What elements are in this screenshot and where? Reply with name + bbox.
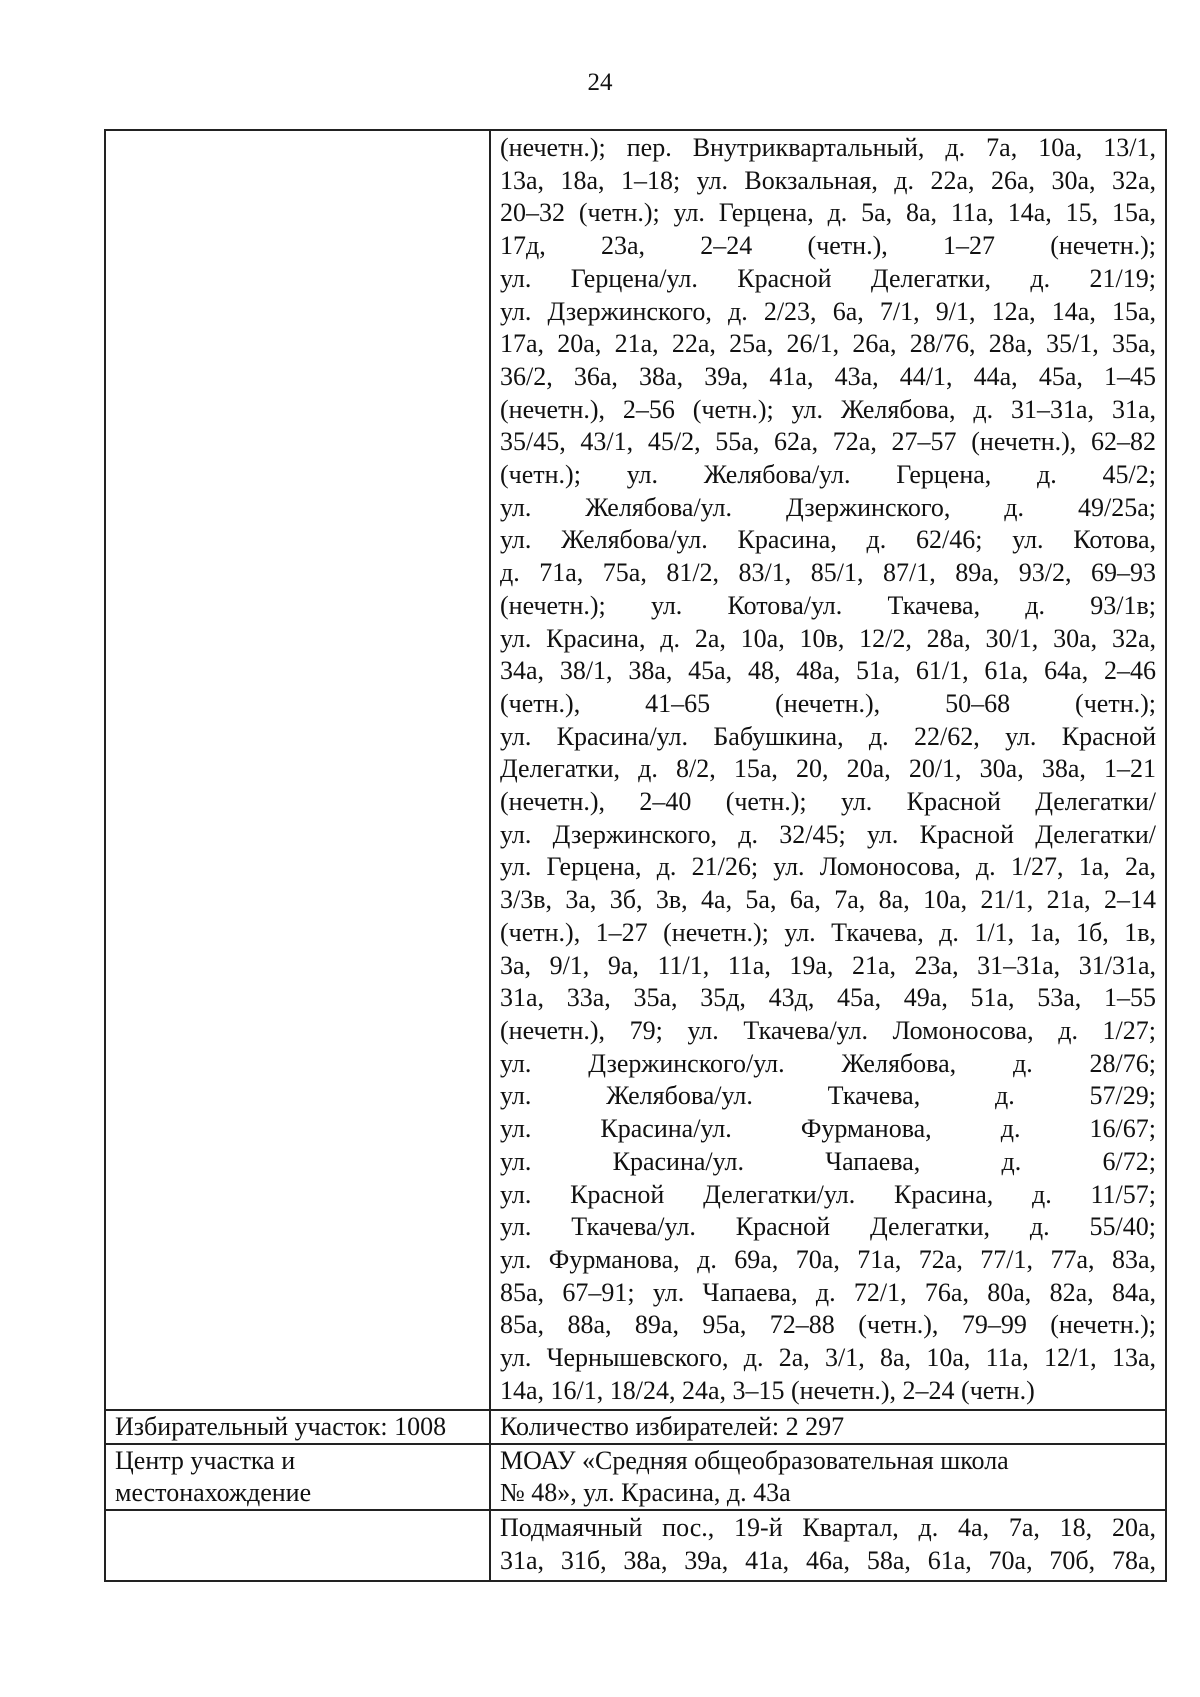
address-line: ул. Дзержинского/ул. Желябова, д. 28/76; xyxy=(500,1048,1156,1078)
address-line: ул. Ткачева/ул. Красной Делегатки, д. 55/40; xyxy=(500,1212,1156,1242)
address-line: 3/3в, 3а, 3б, 3в, 4а, 5а, 6а, 7а, 8а, 10а, 21/1, 21а, 2–14 xyxy=(500,885,1156,915)
address-line: ул. Красина/ул. Чапаева, д. 6/72; xyxy=(500,1146,1156,1176)
address-line: 14а, 16/1, 18/24, 24а, 3–15 (нечетн.), 2–24 (четн.) xyxy=(500,1375,1035,1405)
page-number: 24 xyxy=(587,69,613,96)
address-line: 85а, 88а, 89а, 95а, 72–88 (четн.), 79–99 (нечетн.); xyxy=(500,1310,1156,1340)
address-line: 17а, 20а, 21а, 22а, 25а, 26/1, 26а, 28/76, 28а, 35/1, 35а, xyxy=(500,329,1156,359)
table-row xyxy=(105,1410,1166,1444)
address-line: 13а, 18а, 1–18; ул. Вокзальная, д. 22а, 26а, 30а, 32а, xyxy=(500,165,1156,195)
address-line: (нечетн.); ул. Котова/ул. Ткачева, д. 93/1в; xyxy=(500,590,1156,620)
address-list-cell xyxy=(490,1510,1166,1580)
address-line: 31а, 31б, 38а, 39а, 41а, 46а, 58а, 61а, 70а, 70б, 78а, xyxy=(500,1546,1156,1576)
address-line: (четн.); ул. Желябова/ул. Герцена, д. 45/2; xyxy=(500,460,1156,490)
address-line: ул. Желябова/ул. Ткачева, д. 57/29; xyxy=(500,1081,1156,1111)
value-line: МОАУ «Средняя общеобразовательная школа xyxy=(500,1446,1009,1476)
address-lines xyxy=(500,131,1156,1409)
address-line: ул. Герцена/ул. Красной Делегатки, д. 21/19; xyxy=(500,263,1156,293)
address-line: (нечетн.), 79; ул. Ткачева/ул. Ломоносова, д. 1/27; xyxy=(500,1015,1156,1045)
row-label-empty xyxy=(105,130,490,1410)
address-line: Подмаячный пос., 19-й Квартал, д. 4а, 7а, 18, 20а, xyxy=(500,1513,1156,1543)
address-lines xyxy=(500,1511,1156,1579)
polling-station-label: Избирательный участок: 1008 xyxy=(105,1410,490,1444)
polling-station-table xyxy=(104,129,1167,1582)
row-label-empty xyxy=(105,1510,490,1580)
table-row xyxy=(105,1510,1166,1580)
address-line: 20–32 (четн.); ул. Герцена, д. 5а, 8а, 11а, 14а, 15, 15а, xyxy=(500,198,1156,228)
address-line: Делегатки, д. 8/2, 15а, 20, 20а, 20/1, 30а, 38а, 1–21 xyxy=(500,754,1156,784)
address-line: (нечетн.), 2–40 (четн.); ул. Красной Делегатки/ xyxy=(500,787,1156,817)
address-line: ул. Красина/ул. Фурманова, д. 16/67; xyxy=(500,1114,1156,1144)
address-line: 17д, 23а, 2–24 (четн.), 1–27 (нечетн.); xyxy=(500,231,1156,261)
address-line: 85а, 67–91; ул. Чапаева, д. 72/1, 76а, 80а, 82а, 84а, xyxy=(500,1277,1156,1307)
address-line: д. 71а, 75а, 81/2, 83/1, 85/1, 87/1, 89а, 93/2, 69–93 xyxy=(500,558,1156,588)
voter-count: Количество избирателей: 2 297 xyxy=(490,1410,1166,1444)
address-line: 36/2, 36а, 38а, 39а, 41а, 43а, 44/1, 44а, 45а, 1–45 xyxy=(500,361,1156,391)
center-location-label xyxy=(105,1444,490,1510)
address-line: ул. Красина, д. 2а, 10а, 10в, 12/2, 28а, 30/1, 30а, 32а, xyxy=(500,623,1156,653)
address-line: ул. Фурманова, д. 69а, 70а, 71а, 72а, 77/1, 77а, 83а, xyxy=(500,1244,1156,1274)
address-line: (нечетн.), 2–56 (четн.); ул. Желябова, д. 31–31а, 31а, xyxy=(500,394,1156,424)
address-line: ул. Чернышевского, д. 2а, 3/1, 8а, 10а, 11а, 12/1, 13а, xyxy=(500,1343,1156,1373)
address-line: (четн.), 1–27 (нечетн.); ул. Ткачева, д. 1/1, 1а, 1б, 1в, xyxy=(500,917,1156,947)
table-row xyxy=(105,1444,1166,1510)
label-line: Центр участка и xyxy=(115,1446,296,1476)
center-location-value xyxy=(490,1444,1166,1510)
address-line: 3а, 9/1, 9а, 11/1, 11а, 19а, 21а, 23а, 31–31а, 31/31а, xyxy=(500,950,1156,980)
address-line: ул. Дзержинского, д. 2/23, 6а, 7/1, 9/1, 12а, 14а, 15а, xyxy=(500,296,1156,326)
address-line: (четн.), 41–65 (нечетн.), 50–68 (четн.); xyxy=(500,688,1156,718)
address-line: ул. Желябова/ул. Красина, д. 62/46; ул. Котова, xyxy=(500,525,1156,555)
address-line: 31а, 33а, 35а, 35д, 43д, 45а, 49а, 51а, 53а, 1–55 xyxy=(500,983,1156,1013)
value-line: № 48», ул. Красина, д. 43а xyxy=(500,1478,791,1508)
address-line: ул. Красина/ул. Бабушкина, д. 22/62, ул. Красной xyxy=(500,721,1156,751)
address-line: 35/45, 43/1, 45/2, 55а, 62а, 72а, 27–57 (нечетн.), 62–82 xyxy=(500,427,1156,457)
address-line: ул. Герцена, д. 21/26; ул. Ломоносова, д. 1/27, 1а, 2а, xyxy=(500,852,1156,882)
address-line: ул. Желябова/ул. Дзержинского, д. 49/25а; xyxy=(500,492,1156,522)
address-list-cell xyxy=(490,130,1166,1410)
address-line: ул. Дзержинского, д. 32/45; ул. Красной Делегатки/ xyxy=(500,819,1156,849)
table-row xyxy=(105,130,1166,1410)
address-line: 34а, 38/1, 38а, 45а, 48, 48а, 51а, 61/1, 61а, 64а, 2–46 xyxy=(500,656,1156,686)
label-line: местонахождение xyxy=(115,1478,312,1508)
address-line: (нечетн.); пер. Внутриквартальный, д. 7а, 10а, 13/1, xyxy=(500,133,1156,162)
address-line: ул. Красной Делегатки/ул. Красина, д. 11/57; xyxy=(500,1179,1156,1209)
